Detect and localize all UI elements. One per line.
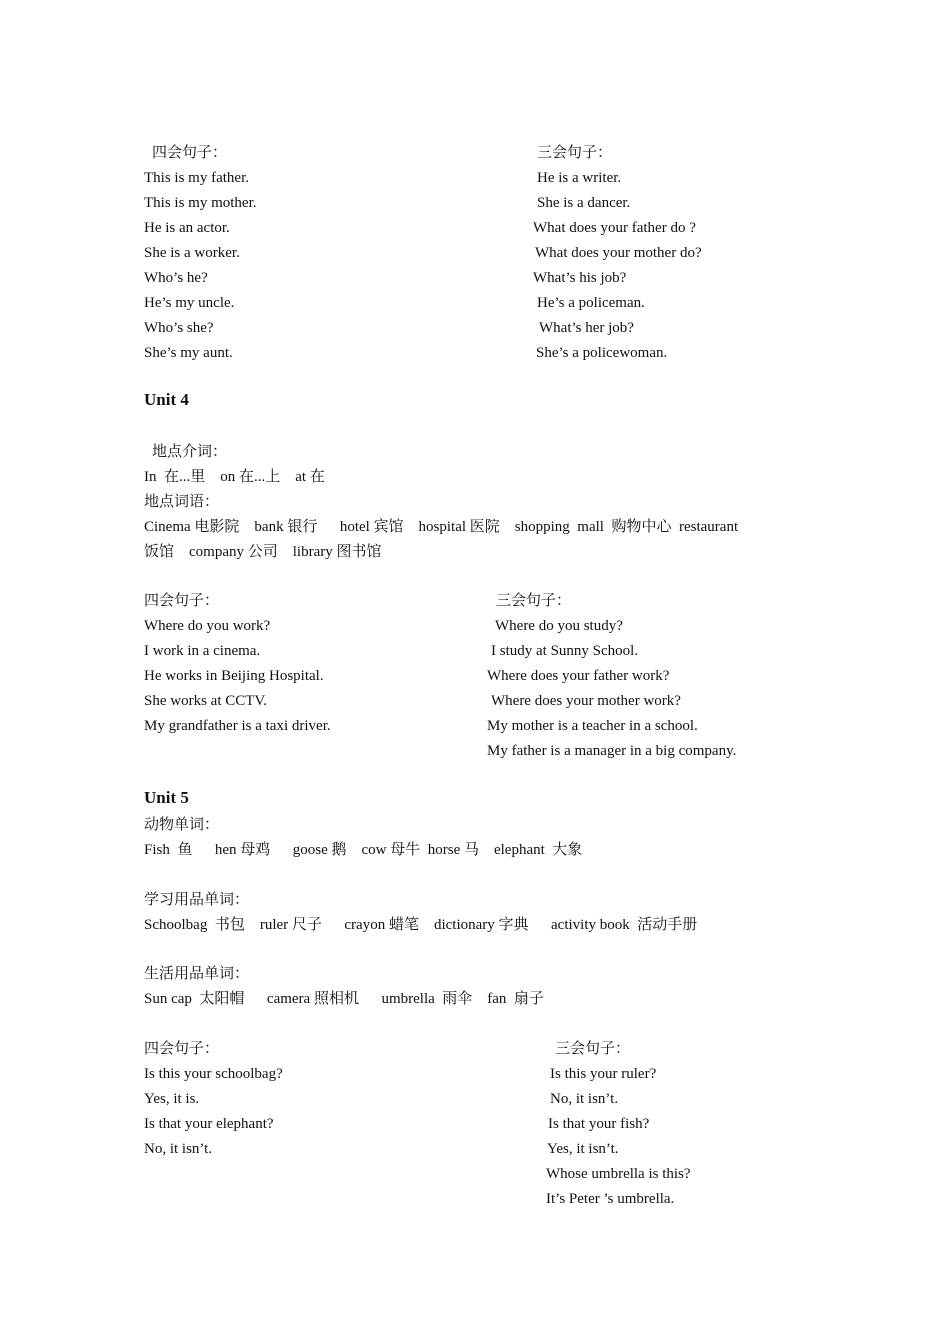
unit-4-title: Unit 4 bbox=[144, 390, 189, 409]
sentence: He is a writer. bbox=[537, 170, 622, 186]
sentence: What’s her job? bbox=[539, 320, 634, 336]
place-words-line: 饭馆 company 公司 library 图书馆 bbox=[144, 544, 382, 560]
sentence: She’s my aunt. bbox=[144, 345, 233, 361]
place-words-heading: 地点词语： bbox=[144, 494, 220, 510]
sentence: What does your father do ? bbox=[533, 220, 696, 236]
sentence: He’s my uncle. bbox=[144, 295, 235, 311]
place-words-line: Cinema 电影院 bank 银行 hotel 宾馆 hospital 医院 shopping mall 购物中心 restaurant bbox=[144, 519, 739, 535]
animal-words-line: Fish 鱼 hen 母鸡 goose 鹅 cow 母牛 horse 马 elephant 大象 bbox=[144, 842, 583, 858]
sentence: He is an actor. bbox=[144, 220, 230, 236]
sentence: No, it isn’t. bbox=[144, 1141, 213, 1157]
sentence: Is that your elephant? bbox=[144, 1116, 274, 1132]
preposition-heading: 地点介词： bbox=[152, 444, 228, 460]
sentence: What’s his job? bbox=[533, 270, 627, 286]
three-skill-heading: 三会句子： bbox=[537, 145, 613, 161]
sentence: Is this your ruler? bbox=[550, 1066, 657, 1082]
sentence: Where do you work? bbox=[144, 618, 271, 634]
study-words-heading: 学习用品单词： bbox=[144, 892, 250, 908]
sentence: I work in a cinema. bbox=[144, 643, 261, 659]
three-skill-heading: 三会句子： bbox=[496, 593, 572, 609]
sentence: He works in Beijing Hospital. bbox=[144, 668, 324, 684]
sentence: She is a dancer. bbox=[537, 195, 631, 211]
sentence: My mother is a teacher in a school. bbox=[487, 718, 698, 734]
sentence: She is a worker. bbox=[144, 245, 240, 261]
life-words-line: Sun cap 太阳帽 camera 照相机 umbrella 雨伞 fan 扇子 bbox=[144, 991, 544, 1007]
sentence: Who’s she? bbox=[144, 320, 214, 336]
sentence: Whose umbrella is this? bbox=[546, 1166, 691, 1182]
sentence: Who’s he? bbox=[144, 270, 208, 286]
sentence: Yes, it isn’t. bbox=[547, 1141, 619, 1157]
four-skill-heading: 四会句子： bbox=[152, 145, 228, 161]
sentence: My grandfather is a taxi driver. bbox=[144, 718, 331, 734]
four-skill-heading: 四会句子： bbox=[144, 1041, 220, 1057]
life-words-heading: 生活用品单词： bbox=[144, 966, 250, 982]
sentence: Where does your mother work? bbox=[491, 693, 681, 709]
sentence: Is this your schoolbag? bbox=[144, 1066, 283, 1082]
four-skill-heading: 四会句子： bbox=[144, 593, 220, 609]
sentence: What does your mother do? bbox=[535, 245, 702, 261]
sentence: Yes, it is. bbox=[144, 1091, 200, 1107]
study-words-line: Schoolbag 书包 ruler 尺子 crayon 蜡笔 dictionary 字典 activity book 活动手册 bbox=[144, 917, 698, 933]
preposition-line: In 在...里 on 在...上 at 在 bbox=[144, 469, 325, 485]
sentence: She’s a policewoman. bbox=[536, 345, 668, 361]
sentence: Where do you study? bbox=[495, 618, 623, 634]
sentence: Is that your fish? bbox=[548, 1116, 650, 1132]
sentence: My father is a manager in a big company. bbox=[487, 743, 737, 759]
sentence: Where does your father work? bbox=[487, 668, 670, 684]
three-skill-heading: 三会句子： bbox=[555, 1041, 631, 1057]
unit-5-title: Unit 5 bbox=[144, 788, 189, 807]
sentence: I study at Sunny School. bbox=[491, 643, 639, 659]
sentence: It’s Peter ’s umbrella. bbox=[546, 1191, 675, 1207]
sentence: This is my mother. bbox=[144, 195, 257, 211]
sentence: No, it isn’t. bbox=[550, 1091, 619, 1107]
sentence: She works at CCTV. bbox=[144, 693, 268, 709]
animal-words-heading: 动物单词： bbox=[144, 817, 220, 833]
sentence: This is my father. bbox=[144, 170, 249, 186]
sentence: He’s a policeman. bbox=[537, 295, 645, 311]
